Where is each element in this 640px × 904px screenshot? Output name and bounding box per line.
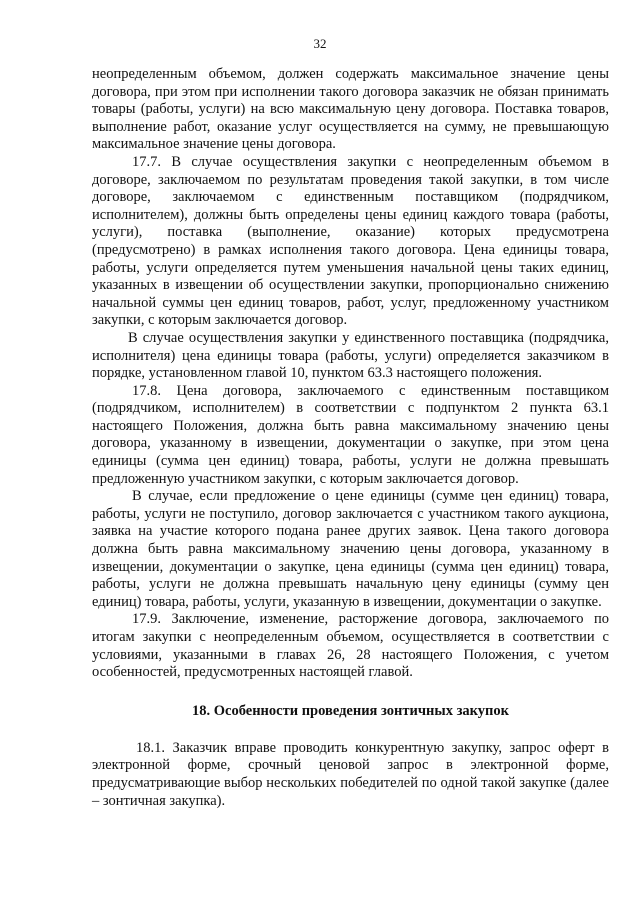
paragraph-18-1: 18.1. Заказчик вправе проводить конкурентную закупку, запрос оферт в электронной форме, срочный ценовой запрос в электронной форме, предусматривающие выбор нескольких победителей по одной такой закупке (далее – зонтичная закупка).: [92, 739, 609, 809]
section-heading: 18. Особенности проведения зонтичных закупок: [191, 702, 510, 719]
page-body: [92, 66, 609, 810]
page-number: 32: [313, 36, 327, 51]
paragraph-17-9: 17.9. Заключение, изменение, расторжение договора, заключаемого по итогам закупки с неопределенным объемом, осуществляется в соответствии с условиями, указанными в главах 26, 28 настоящего Положения, с учетом особенностей, предусмотренных настоящей главой.: [92, 611, 609, 681]
paragraph-no-offer: В случае, если предложение о цене единицы (сумме цен единиц) товара, работы, услуги не поступило, договор заключается с участником такого аукциона, заявка на участие которого подана ранее других заявок. Цена такого договора должна быть равна максимальному значению цены договора, указанному в извещении, документации о закупке, цена единицы (сумма цен единиц) товара, работы, услуги не должна превышать начальную цену единицы (сумму цен единиц) товара, работы, услуги, указанную в извещении, документации о закупке.: [92, 488, 609, 610]
paragraph-sole-supplier-price: В случае осуществления закупки у единственного поставщика (подрядчика, исполнителя) цена единицы товара (работы, услуги) определяется заказчиком в порядке, установленном главой 10, пунктом 63.3 настоящего положения.: [92, 329, 609, 382]
paragraph-17-8: 17.8. Цена договора, заключаемого с единственным поставщиком (подрядчиком, исполнителем) в соответствии с подпунктом 2 пункта 63.1 настоящего Положения, должна быть равна максимальному значению цены договора, указанному в извещении, документации о закупке, при этом цена единицы (сумма цен единиц) товара, работы, услуги не должна превышать предложенную участником закупки, с которым заключается договор.: [92, 382, 609, 487]
paragraph-17-7: 17.7. В случае осуществления закупки с неопределенным объемом в договоре, заключаемом по результатам проведения такой закупки, в том числе договоре, заключаемом с единственным поставщиком (подрядчиком, исполнителем), должны быть определены цены единиц каждого товара (работы, услуги), поставка (выполнение, оказание) которых предусмотрена (предусмотрено) в рамках исполнения такого договора. Цена единицы товара, работы, услуги определяется путем уменьшения начальной цены таких единиц, указанных в извещении об осуществлении закупки, пропорционально снижению начальной суммы цен единиц товаров, работ, услуг, предложенному участником закупки, с которым заключается договор.: [92, 153, 609, 329]
paragraph-continuation: неопределенным объемом, должен содержать максимальное значение цены договора, при этом при исполнении такого договора заказчик не обязан принимать товары (работы, услуги) на всю максимальную цену договора. Поставка товаров, выполнение работ, оказание услуг осуществляется на сумму, не превышающую максимальное значение цены договора.: [92, 66, 609, 153]
